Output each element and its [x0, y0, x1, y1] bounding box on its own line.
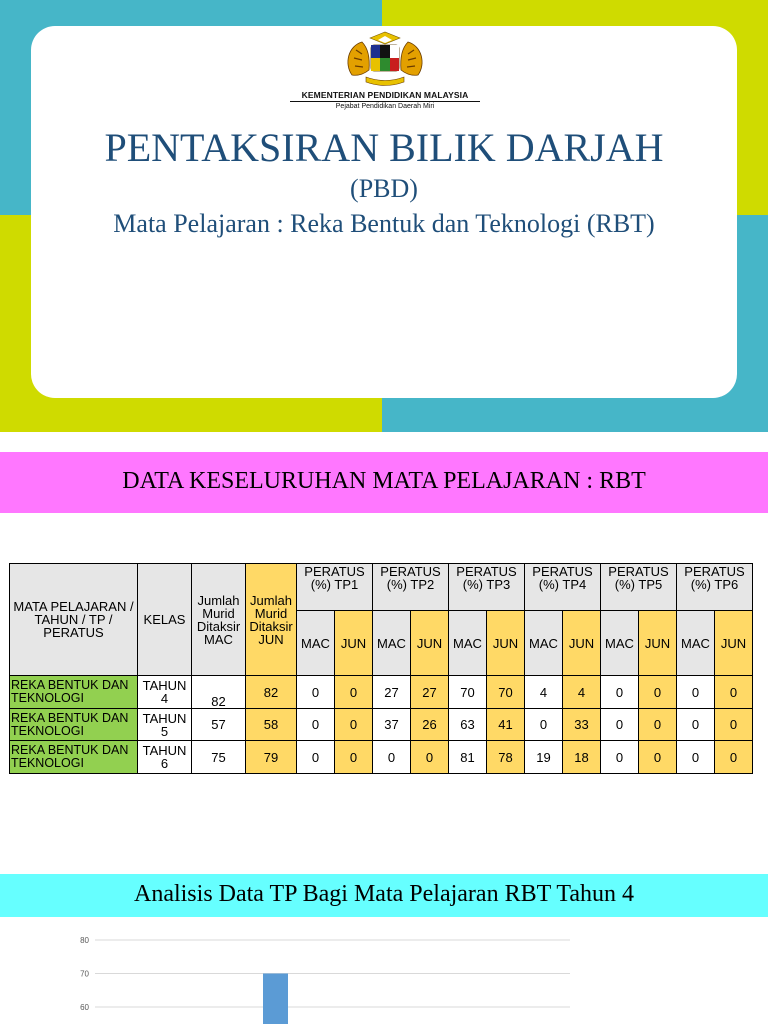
district-office-name: Pejabat Pendidikan Daerah Miri: [335, 103, 435, 110]
row-tp2-jun: 26: [411, 709, 449, 741]
row-tp5-jun: 0: [639, 709, 677, 741]
row-tp5-jun: 0: [639, 676, 677, 709]
header-tp2-jun: JUN: [411, 611, 449, 676]
row-tp3-mac: 70: [449, 676, 487, 709]
table-header-row: [10, 564, 753, 611]
row-tp1-mac: 0: [297, 741, 335, 774]
tp-bar-chart: [0, 925, 768, 1024]
header-tp2: PERATUS (%) TP2: [373, 564, 449, 611]
header-tp1-jun: JUN: [335, 611, 373, 676]
abbreviation-subtitle: (PBD): [350, 174, 418, 203]
row-tp6-mac: 0: [677, 709, 715, 741]
row-jumlah-jun: 79: [246, 741, 297, 774]
row-tp4-jun: 4: [563, 676, 601, 709]
table-row: [10, 741, 753, 774]
row-jumlah-mac: 82: [192, 676, 246, 709]
header-tp3-mac: MAC: [449, 611, 487, 676]
row-tp3-jun: 78: [487, 741, 525, 774]
table-row: [10, 676, 753, 709]
row-tp4-mac: 4: [525, 676, 563, 709]
row-tp5-mac: 0: [601, 741, 639, 774]
tp-percentage-table: [9, 563, 753, 774]
header-tp3-jun: JUN: [487, 611, 525, 676]
row-subject: REKA BENTUK DAN TEKNOLOGI: [10, 676, 138, 709]
row-subject: REKA BENTUK DAN TEKNOLOGI: [10, 741, 138, 774]
subject-line: Mata Pelajaran : Reka Bentuk dan Teknologi (RBT): [113, 209, 655, 238]
row-subject: REKA BENTUK DAN TEKNOLOGI: [10, 709, 138, 741]
row-tp3-jun: 70: [487, 676, 525, 709]
header-tp6: PERATUS (%) TP6: [677, 564, 753, 611]
header-tp5-jun: JUN: [639, 611, 677, 676]
header-tp1-mac: MAC: [297, 611, 335, 676]
row-tp6-jun: 0: [715, 676, 753, 709]
row-tp2-jun: 27: [411, 676, 449, 709]
header-tp2-mac: MAC: [373, 611, 411, 676]
y-tick-label: 80: [80, 936, 89, 945]
row-tp1-mac: 0: [297, 676, 335, 709]
main-title: PENTAKSIRAN BILIK DARJAH: [104, 125, 664, 170]
row-tp6-mac: 0: [677, 741, 715, 774]
y-tick-label: 60: [80, 1003, 89, 1012]
header-kelas: KELAS: [138, 564, 192, 676]
row-tp4-jun: 18: [563, 741, 601, 774]
row-tp6-jun: 0: [715, 741, 753, 774]
row-tp5-jun: 0: [639, 741, 677, 774]
row-tp4-mac: 0: [525, 709, 563, 741]
header-tp1: PERATUS (%) TP1: [297, 564, 373, 611]
header-jumlah-jun: Jumlah Murid Ditaksir JUN: [246, 564, 297, 676]
row-tp4-mac: 19: [525, 741, 563, 774]
row-jumlah-jun: 82: [246, 676, 297, 709]
row-tp1-mac: 0: [297, 709, 335, 741]
row-tp4-jun: 33: [563, 709, 601, 741]
ministry-name: KEMENTERIAN PENDIDIKAN MALAYSIA: [290, 90, 480, 102]
row-tp1-jun: 0: [335, 709, 373, 741]
section-title-overall-data: DATA KESELURUHAN MATA PELAJARAN : RBT: [122, 468, 646, 494]
header-jumlah-mac: Jumlah Murid Ditaksir MAC: [192, 564, 246, 676]
row-tp3-jun: 41: [487, 709, 525, 741]
row-tp2-mac: 37: [373, 709, 411, 741]
row-tp2-mac: 27: [373, 676, 411, 709]
row-tp2-jun: 0: [411, 741, 449, 774]
row-jumlah-mac: 57: [192, 709, 246, 741]
row-tp5-mac: 0: [601, 709, 639, 741]
header-tp4: PERATUS (%) TP4: [525, 564, 601, 611]
row-kelas: TAHUN 6: [138, 741, 192, 774]
row-tp5-mac: 0: [601, 676, 639, 709]
row-kelas: TAHUN 5: [138, 709, 192, 741]
y-tick-label: 70: [80, 969, 89, 979]
header-tp3: PERATUS (%) TP3: [449, 564, 525, 611]
row-kelas: TAHUN 4: [138, 676, 192, 709]
row-tp1-jun: 0: [335, 676, 373, 709]
chart-bar: [263, 974, 288, 1024]
malaysia-crest-logo: [340, 30, 430, 90]
section-title-analysis: Analisis Data TP Bagi Mata Pelajaran RBT Tahun 4: [133, 881, 635, 907]
header-tp4-mac: MAC: [525, 611, 563, 676]
table-row: [10, 709, 753, 741]
header-tp4-jun: JUN: [563, 611, 601, 676]
header-tp5-mac: MAC: [601, 611, 639, 676]
header-tp5: PERATUS (%) TP5: [601, 564, 677, 611]
row-jumlah-mac: 75: [192, 741, 246, 774]
row-jumlah-jun: 58: [246, 709, 297, 741]
header-tp6-mac: MAC: [677, 611, 715, 676]
row-tp3-mac: 63: [449, 709, 487, 741]
row-tp1-jun: 0: [335, 741, 373, 774]
row-tp3-mac: 81: [449, 741, 487, 774]
header-subject: MATA PELAJARAN / TAHUN / TP / PERATUS: [10, 564, 138, 676]
row-tp6-jun: 0: [715, 709, 753, 741]
row-tp2-mac: 0: [373, 741, 411, 774]
header-tp6-jun: JUN: [715, 611, 753, 676]
row-tp6-mac: 0: [677, 676, 715, 709]
